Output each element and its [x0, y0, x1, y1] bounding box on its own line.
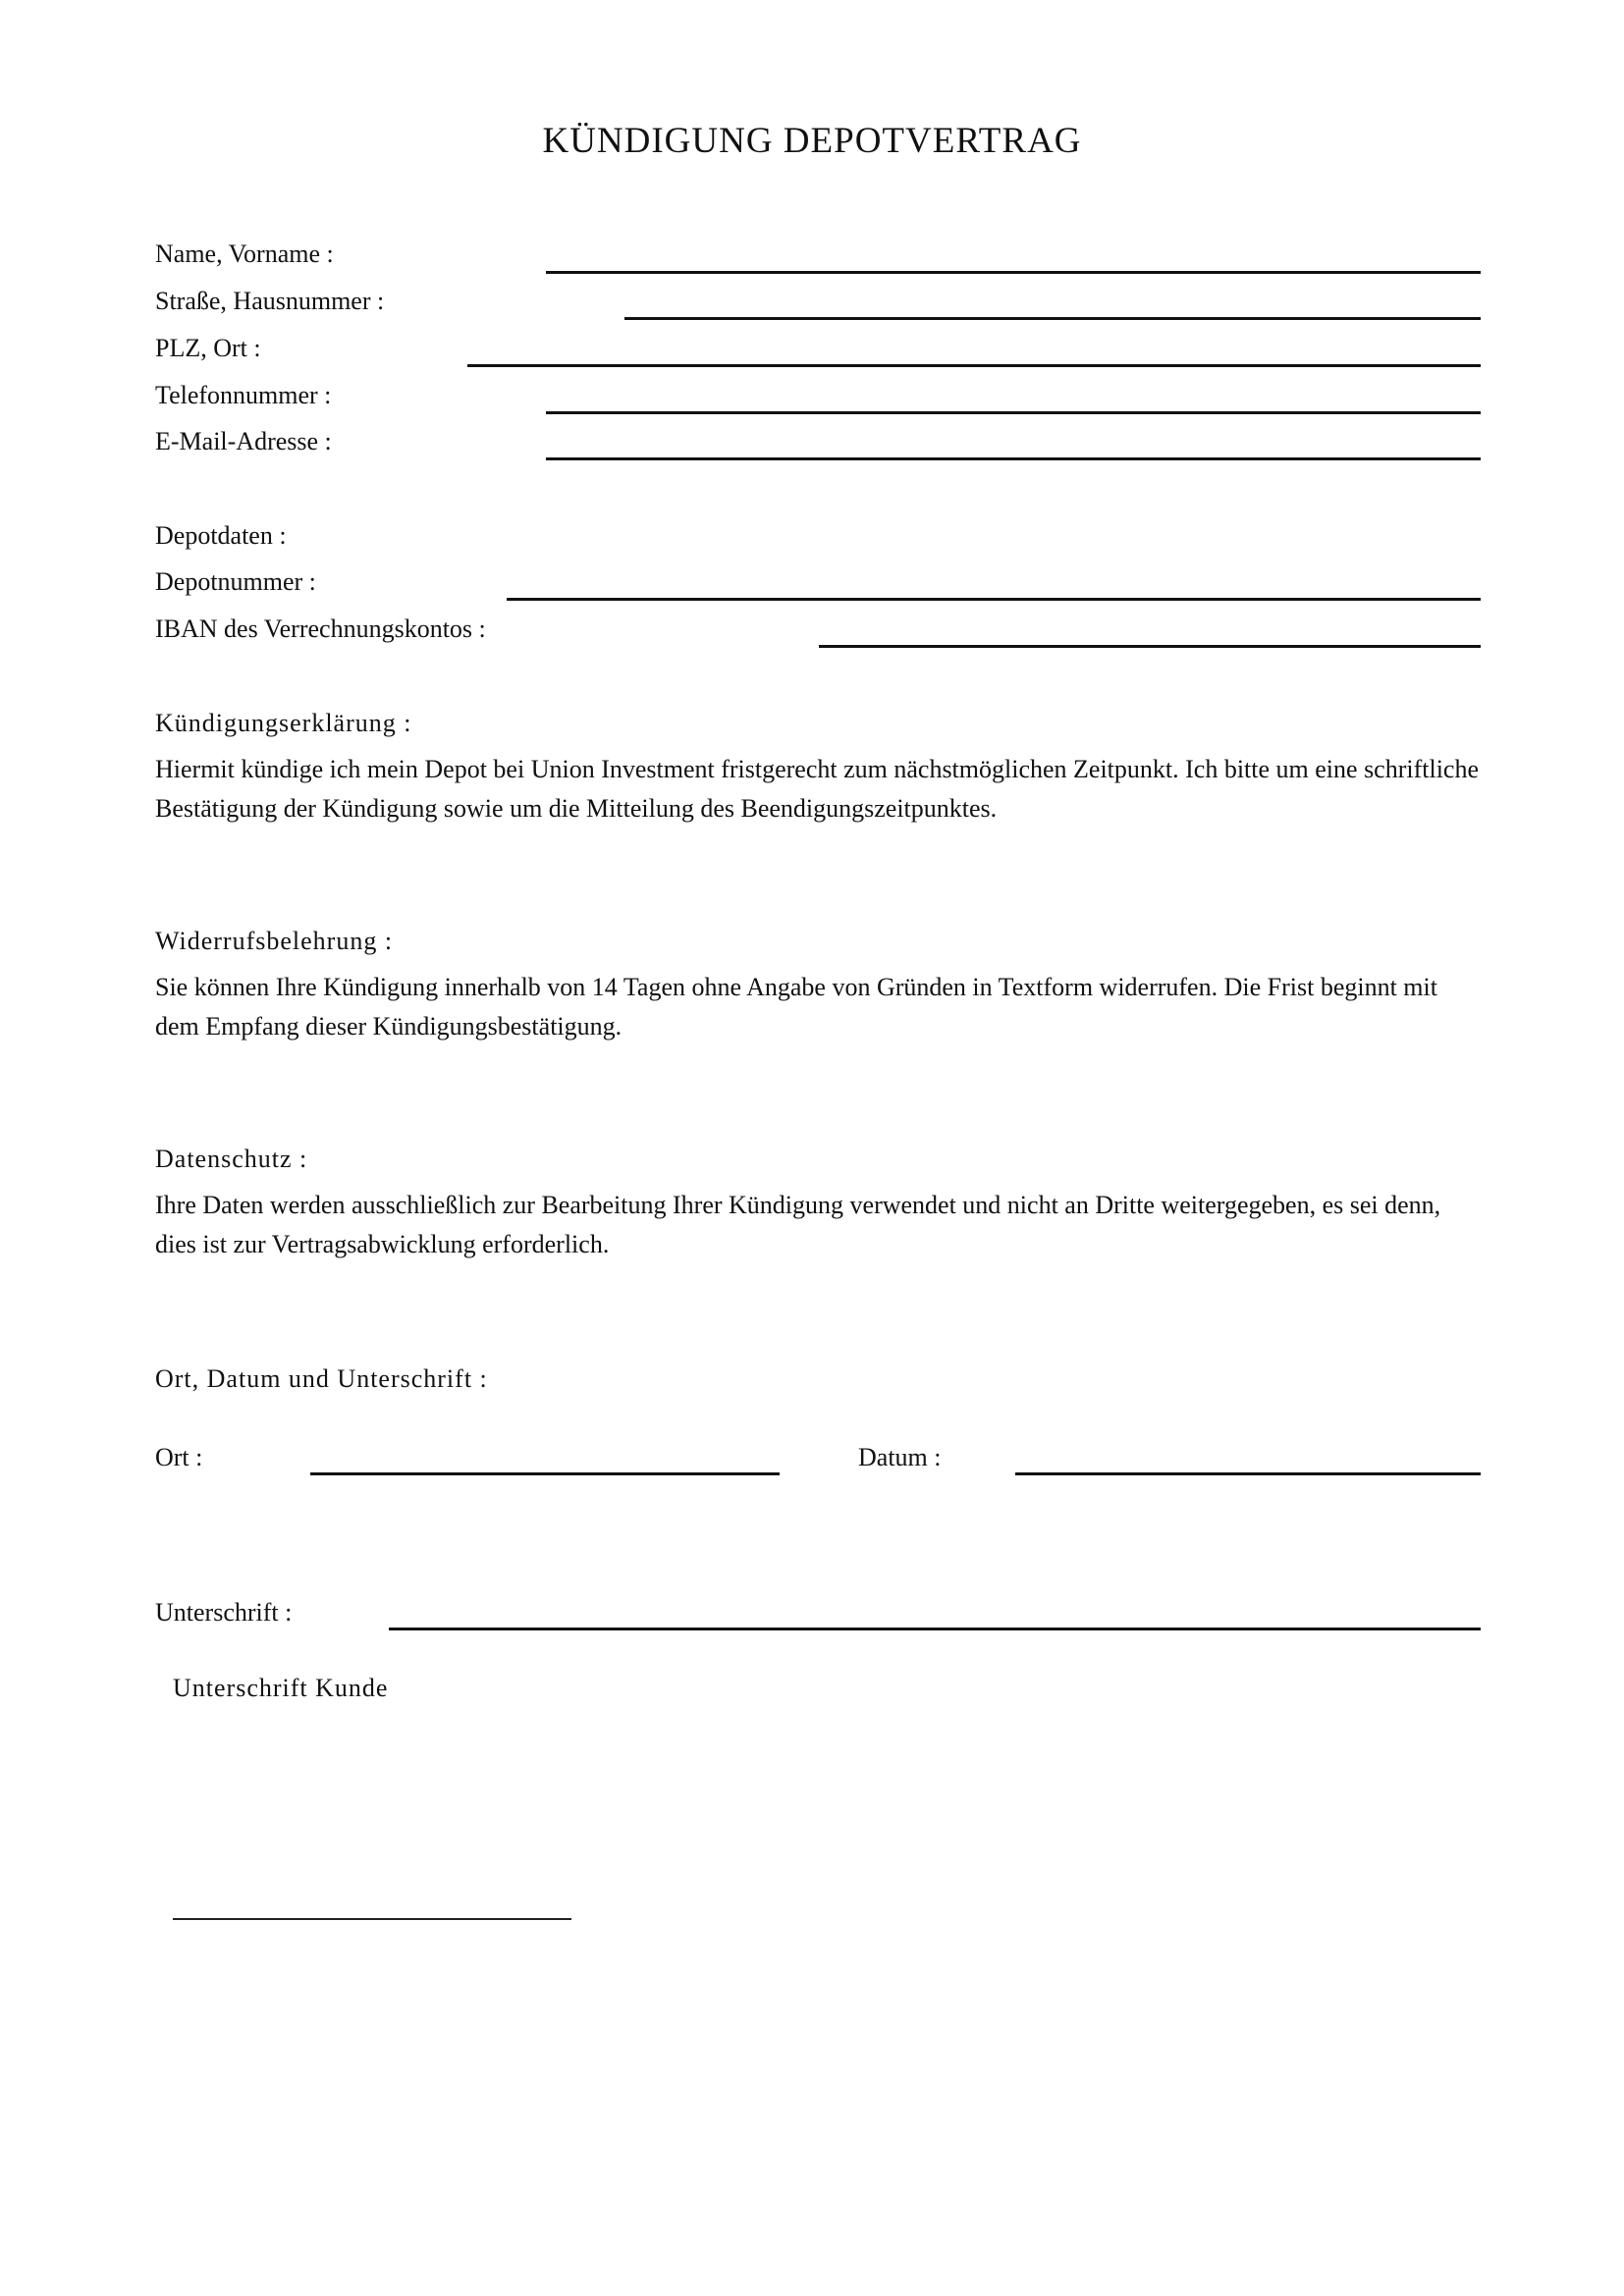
phone-field-line[interactable] — [546, 411, 1481, 414]
signature-field-line[interactable] — [389, 1628, 1481, 1630]
place-label: Ort : — [155, 1443, 203, 1471]
date-field-line[interactable] — [1015, 1472, 1481, 1475]
depot-number-field-line[interactable] — [507, 598, 1481, 601]
name-field-line[interactable] — [546, 271, 1481, 274]
place-field-line[interactable] — [310, 1472, 780, 1475]
depot-heading: Depotdaten : — [155, 521, 287, 550]
phone-label: Telefonnummer : — [155, 381, 332, 409]
street-field-line[interactable] — [624, 317, 1481, 320]
iban-field-line[interactable] — [819, 645, 1481, 648]
privacy-text: Ihre Daten werden ausschließlich zur Bearbeitung Ihrer Kündigung verwendet und nicht an Dritte weitergegeben, es sei denn, dies ist zur Vertragsabwicklung erforderlich. — [155, 1191, 1441, 1258]
revocation-heading: Widerrufsbelehrung : — [155, 927, 394, 955]
email-label: E-Mail-Adresse : — [155, 427, 332, 455]
date-label: Datum : — [858, 1443, 942, 1471]
email-field-line[interactable] — [546, 457, 1481, 460]
zip-city-label: PLZ, Ort : — [155, 334, 261, 362]
privacy-heading: Datenschutz : — [155, 1145, 308, 1173]
divider-line — [173, 1918, 571, 1920]
iban-label: IBAN des Verrechnungskontos : — [155, 614, 486, 643]
depot-number-label: Depotnummer : — [155, 567, 316, 596]
signature-label: Unterschrift : — [155, 1598, 293, 1627]
signature-heading: Ort, Datum und Unterschrift : — [155, 1364, 488, 1393]
cancellation-heading: Kündigungserklärung : — [155, 709, 412, 737]
document-title: KÜNDIGUNG DEPOTVERTRAG — [542, 121, 1082, 161]
cancellation-text: Hiermit kündige ich mein Depot bei Union Investment fristgerecht zum nächstmöglichen Zeitpunkt. Ich bitte um eine schriftliche Bestätigung der Kündigung sowie um die Mitteilung des Beendigungszeitpunktes. — [155, 755, 1480, 823]
revocation-text: Sie können Ihre Kündigung innerhalb von 14 Tagen ohne Angabe von Gründen in Textform widerrufen. Die Frist beginnt mit dem Empfang dieser Kündigungsbestätigung. — [155, 973, 1437, 1041]
street-label: Straße, Hausnummer : — [155, 287, 385, 315]
zip-city-field-line[interactable] — [467, 364, 1481, 367]
signature-caption: Unterschrift Kunde — [173, 1674, 389, 1702]
name-label: Name, Vorname : — [155, 240, 334, 268]
